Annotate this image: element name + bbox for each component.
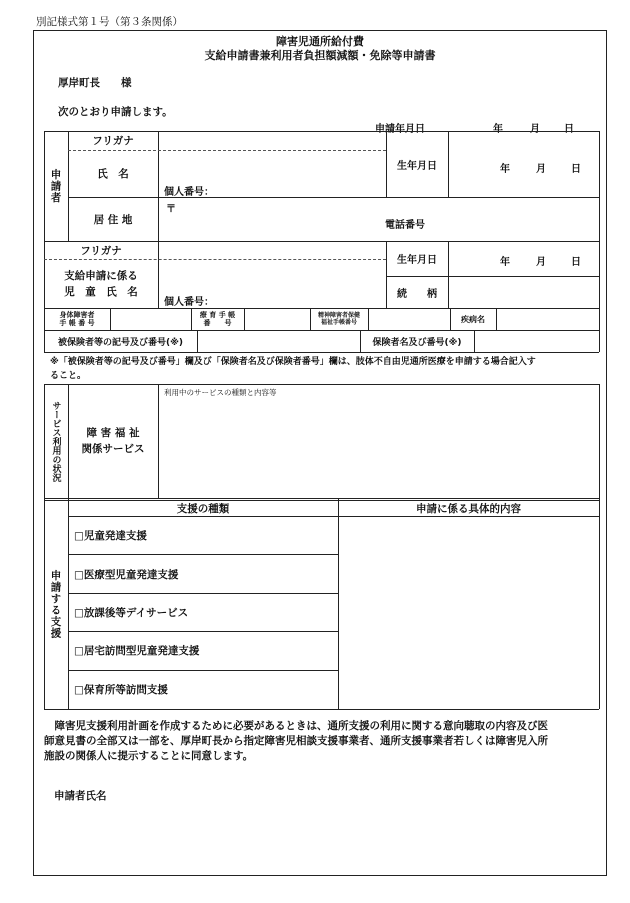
mental-certificate-label: 精神障害者保健 福祉手帳番号 [317, 312, 360, 326]
child-birth-month: 月 [536, 257, 546, 268]
welfare-service-label: 障 害 福 祉 関係サービス [81, 427, 145, 455]
application-date-day: 日 [564, 124, 574, 135]
service-content-label: 利用中のサービスの種類と内容等 [164, 388, 277, 397]
support-item-medical-child-development[interactable]: □医療型児童発達支援 [74, 569, 179, 581]
applicant-birth-day: 日 [571, 164, 581, 175]
note: ※「被保険者等の記号及び番号」欄及び「保険者名及び保険者番号」欄は、肢体不自由児通所医療を申請する場合記入す ること。 [50, 357, 536, 381]
application-date-label: 申請年月日 [375, 124, 425, 135]
applicant-address-label: 居 住 地 [93, 213, 133, 226]
applicant-furigana-label: フリガナ [92, 135, 134, 147]
applicant-name-label: 氏 名 [97, 168, 129, 180]
postal-mark: 〒 [166, 204, 176, 215]
applicant-phone-label: 電話番号 [385, 220, 425, 231]
applicant-section-label: 申請者 [49, 168, 62, 204]
insured-number-label: 被保険者等の記号及び番号(※) [58, 337, 183, 348]
child-furigana-label: フリガナ [80, 244, 122, 257]
form-number: 別記様式第１号（第３条関係） [36, 16, 183, 28]
child-birth-day: 日 [571, 257, 581, 268]
support-item-after-school-day-service[interactable]: □放課後等デイサービス [74, 607, 189, 619]
child-my-number-label: 個人番号： [164, 297, 214, 308]
form-title-line2: 支給申請書兼利用者負担額減額・免除等申請書 [204, 49, 436, 62]
child-relation-label: 続 柄 [397, 288, 437, 300]
application-date-month: 月 [530, 124, 540, 135]
applicant-birth-year: 年 [500, 164, 510, 175]
applicant-birth-label: 生年月日 [397, 160, 437, 172]
rehab-certificate-label: 療 育 手 帳 番 号 [199, 311, 236, 327]
signature-label: 申請者氏名 [54, 790, 107, 802]
physical-certificate-label: 身体障害者 手 帳 番 号 [59, 311, 95, 327]
service-status-label: サービス利用の状況 [50, 400, 61, 482]
intro-text: 次のとおり申請します。 [58, 106, 173, 118]
support-detail-header: 申請に係る具体的内容 [416, 502, 521, 515]
support-item-nursery-visit-support[interactable]: □保育所等訪問支援 [74, 684, 168, 696]
child-birth-label: 生年月日 [397, 255, 437, 266]
support-section-label: 申請する支援 [49, 570, 62, 639]
support-kind-header: 支援の種類 [176, 502, 230, 515]
consent-paragraph: 障害児支援利用計画を作成するために必要があるときは、通所支援の利用に関する意向聴取の内容及び医 師意見書の全部又は一部を、厚岸町長から指定障害児相談支援事業者、通所支援事業者若しくは障害児入所 施設の関係人に提示することに同意します。 [44, 720, 548, 762]
disease-label: 疾病名 [461, 314, 485, 324]
application-date-year: 年 [493, 124, 503, 135]
form-title-line1: 障害児通所給付費 [276, 35, 364, 48]
insurer-label: 保険者名及び番号(※) [372, 337, 462, 348]
support-item-child-development[interactable]: □児童発達支援 [74, 530, 147, 542]
child-birth-year: 年 [500, 257, 510, 268]
support-item-home-visit-child-development[interactable]: □居宅訪問型児童発達支援 [74, 645, 200, 657]
applicant-birth-month: 月 [536, 164, 546, 175]
applicant-my-number-label: 個人番号： [164, 187, 214, 198]
addressee: 厚岸町長 様 [58, 77, 132, 89]
child-name-label: 支給申請に係る 児 童 氏 名 [64, 269, 138, 298]
